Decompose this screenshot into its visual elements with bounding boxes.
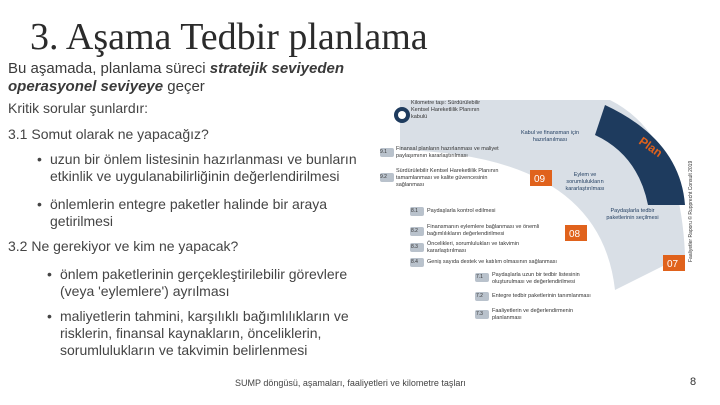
milestone-right-label: Kabul ve finansman için hazırlanılması (520, 130, 580, 143)
badge-08-text: 08 (569, 229, 581, 240)
footer-caption: SUMP döngüsü, aşamaları, faaliyetleri ve kilometre taşları (235, 378, 466, 388)
milestone-icon-inner (398, 111, 406, 119)
vertical-credit-label: Faaliyetler Raporu © Rupprecht Consult 2019 (688, 160, 694, 262)
badge-8-3-text: 8.3 (411, 244, 418, 250)
question-2-bullet-2: • maliyetlerin tahmini, karşılıklı bağımlılıkların ve risklerin, finansal kaynakların, önceliklerin, sorumlulukların ve takvimin belirlenmesi (60, 308, 380, 359)
intro-text: Kritik sorular şunlardır: (8, 100, 149, 116)
step-9-1: Finansal planların hazırlanması ve maliyet paylaşımının kararlaştırılması (396, 146, 499, 159)
label-08: Paydaşlarla tedbir paketlerinin seçilmesi (606, 208, 659, 221)
page-title: 3. Aşama Tedbir planlama (30, 16, 428, 58)
badge-8-2-text: 8.2 (411, 228, 418, 234)
badge-7-1-text: 7.1 (476, 274, 483, 280)
question-2-bullet-1: • önlem paketlerinin gerçekleştirilebilir görevlere (veya 'eylemlere') ayrılması (60, 266, 370, 300)
page-number: 8 (690, 376, 697, 388)
step-7-3: Faaliyetlerin ve değerlendirmenin planlanması (492, 308, 574, 321)
plan-arc-label: Plan (636, 133, 666, 160)
badge-7-2-text: 7.2 (476, 293, 483, 299)
step-7-2: Entegre tedbir paketlerinin tanımlanması (492, 293, 591, 299)
step-8-3: Öncelikleri, sorumlulukları ve takvimin kararlaştırılması (427, 241, 519, 254)
question-1-bullet-1: • uzun bir önlem listesinin hazırlanması ve bunların etkinlik ve uygulanabilirliğinin değerlendirilmesi (50, 151, 380, 185)
subtitle (8, 60, 408, 96)
badge-7-3-text: 7.3 (476, 311, 483, 317)
step-8-1: Paydaşlarla kontrol edilmesi (427, 208, 496, 214)
milestone-top-label: Kilometre taşı: Sürdürülebilir Kentsel Hareketlilik Planının kabulü (411, 100, 481, 120)
badge-8-1-text: 8.1 (411, 208, 418, 214)
step-8-4: Geniş sayıda destek ve katılım olmasının sağlanması (427, 259, 557, 265)
question-2: 3.2 Ne gerekiyor ve kim ne yapacak? (8, 238, 239, 254)
subtitle-text-end: geçer (163, 78, 205, 95)
subtitle-emphasis-operational: operasyonel seviyeye (8, 78, 164, 95)
subtitle-text: Bu aşamada, planlama süreci (8, 60, 210, 77)
step-8-2: Finansmanın eylemlere bağlanması ve önemli bağımlılıkların değerlendirilmesi (427, 224, 540, 237)
question-1: 3.1 Somut olarak ne yapacağız? (8, 126, 209, 142)
label-09: Eylem ve sorumlulukların kararlaştırılması (565, 172, 605, 192)
badge-07-text: 07 (667, 259, 679, 270)
badge-09-text: 09 (534, 174, 546, 185)
question-1-bullet-2: • önlemlerin entegre paketler halinde bir araya getirilmesi (50, 196, 350, 230)
subtitle-emphasis-strategic: stratejik seviyeden (209, 60, 345, 77)
badge-8-4-text: 8.4 (411, 259, 418, 265)
badge-9-1-text: 9.1 (380, 149, 387, 155)
step-9-2: Sürdürülebilir Kentsel Hareketlilik Planının tamamlanması ve kalite güvencesinin sağlanması (396, 168, 499, 188)
step-7-1: Paydaşlarla uzun bir tedbir listesinin oluşturulması ve değerlendirilmesi (492, 272, 580, 285)
badge-9-2-text: 9.2 (380, 174, 387, 180)
